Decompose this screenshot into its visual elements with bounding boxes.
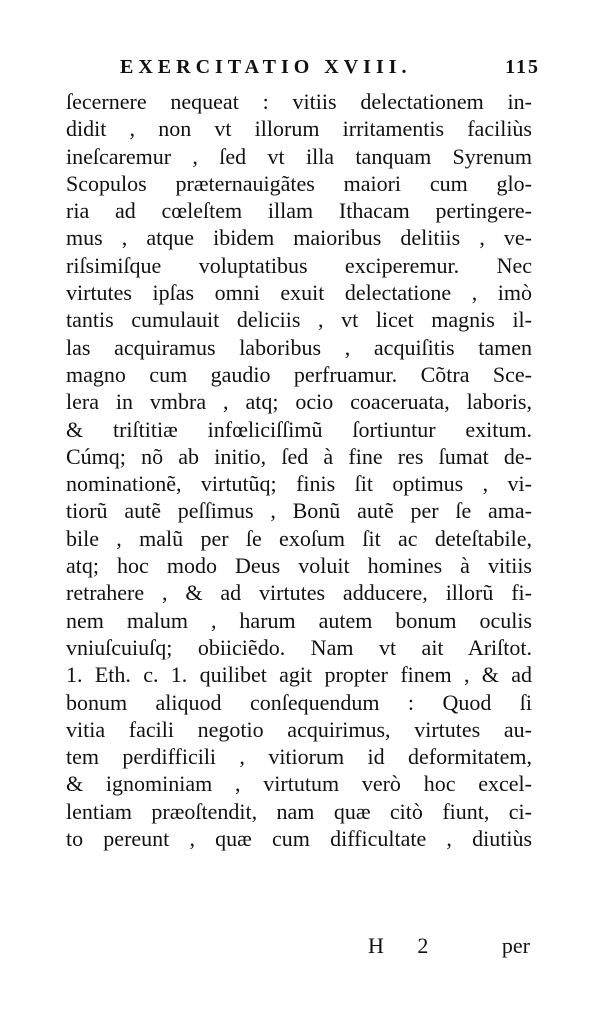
running-title: EXERCITATIO XVIII. — [120, 56, 412, 78]
text-line: didit , non vt illorum irritamentis faciliùs — [66, 116, 532, 142]
text-line: vitia facili negotio acquirimus, virtutes au- — [66, 716, 532, 742]
text-line: & ignominiam , virtutum verò hoc excel- — [66, 771, 532, 797]
text-line: bonum aliquod conſequendum : Quod ſi — [66, 689, 532, 715]
page-footer — [350, 933, 540, 963]
text-line: riſsimiſque voluptatibus exciperemur. Nec — [66, 252, 532, 278]
text-line: magno cum gaudio perfruamur. Cõtra Sce- — [66, 361, 532, 387]
text-line: atq; hoc modo Deus voluit homines à vitiis — [66, 553, 532, 579]
signature-mark: H 2 — [368, 933, 443, 958]
running-head — [120, 56, 540, 86]
text-line: 1. Eth. c. 1. quilibet agit propter finem , & ad — [66, 662, 532, 688]
text-line: vniuſcuiuſq; obiiciẽdo. Nam vt ait Ariſtot. — [66, 634, 532, 660]
text-line: tem perdifficili , vitiorum id deformitatem, — [66, 744, 532, 770]
text-line: nem malum , harum autem bonum oculis — [66, 607, 532, 633]
text-line: tantis cumulauit deliciis , vt licet magnis il- — [66, 307, 532, 333]
text-line: tiorũ autẽ peſſimus , Bonũ autẽ per ſe ama- — [66, 498, 532, 524]
page-number: 115 — [505, 56, 540, 78]
catchword: per — [501, 933, 530, 958]
text-line: to pereunt , quæ cum difficultate , diutiùs — [66, 826, 532, 852]
text-line: Cúmq; nõ ab initio, ſed à fine res ſumat de- — [66, 443, 532, 469]
text-line: ineſcaremur , ſed vt illa tanquam Syrenum — [66, 143, 532, 169]
text-line: lentiam præoſtendit, nam quæ citò fiunt, ci- — [66, 798, 532, 824]
body-text — [66, 88, 532, 852]
text-line: virtutes ipſas omni exuit delectatione , imò — [66, 280, 532, 306]
text-line: Scopulos prætеrnauigãtes maiori cum glo- — [66, 170, 532, 196]
text-line: nominationẽ, virtutũq; finis ſit optimus , vi- — [66, 471, 532, 497]
text-line: las acquiramus laboribus , acquiſitis tamen — [66, 334, 532, 360]
text-line: & triſtitiæ infœliciſſimũ ſortiuntur exitum. — [66, 416, 532, 442]
text-line: retrahere , & ad virtutes adducere, illorũ fi- — [66, 580, 532, 606]
text-line: ria ad cœleſtem illam Ithacam pertingere- — [66, 198, 532, 224]
text-line: ſecernere nequeat : vitiis delectationem in- — [66, 89, 532, 114]
text-line: mus , atque ibidem maioribus delitiis , ve- — [66, 225, 532, 251]
text-line: bile , malũ per ſe exoſum ſit ac deteſtabile, — [66, 525, 532, 551]
text-line: lera in vmbra , atq; ocio coaceruata, laboris, — [66, 389, 532, 415]
